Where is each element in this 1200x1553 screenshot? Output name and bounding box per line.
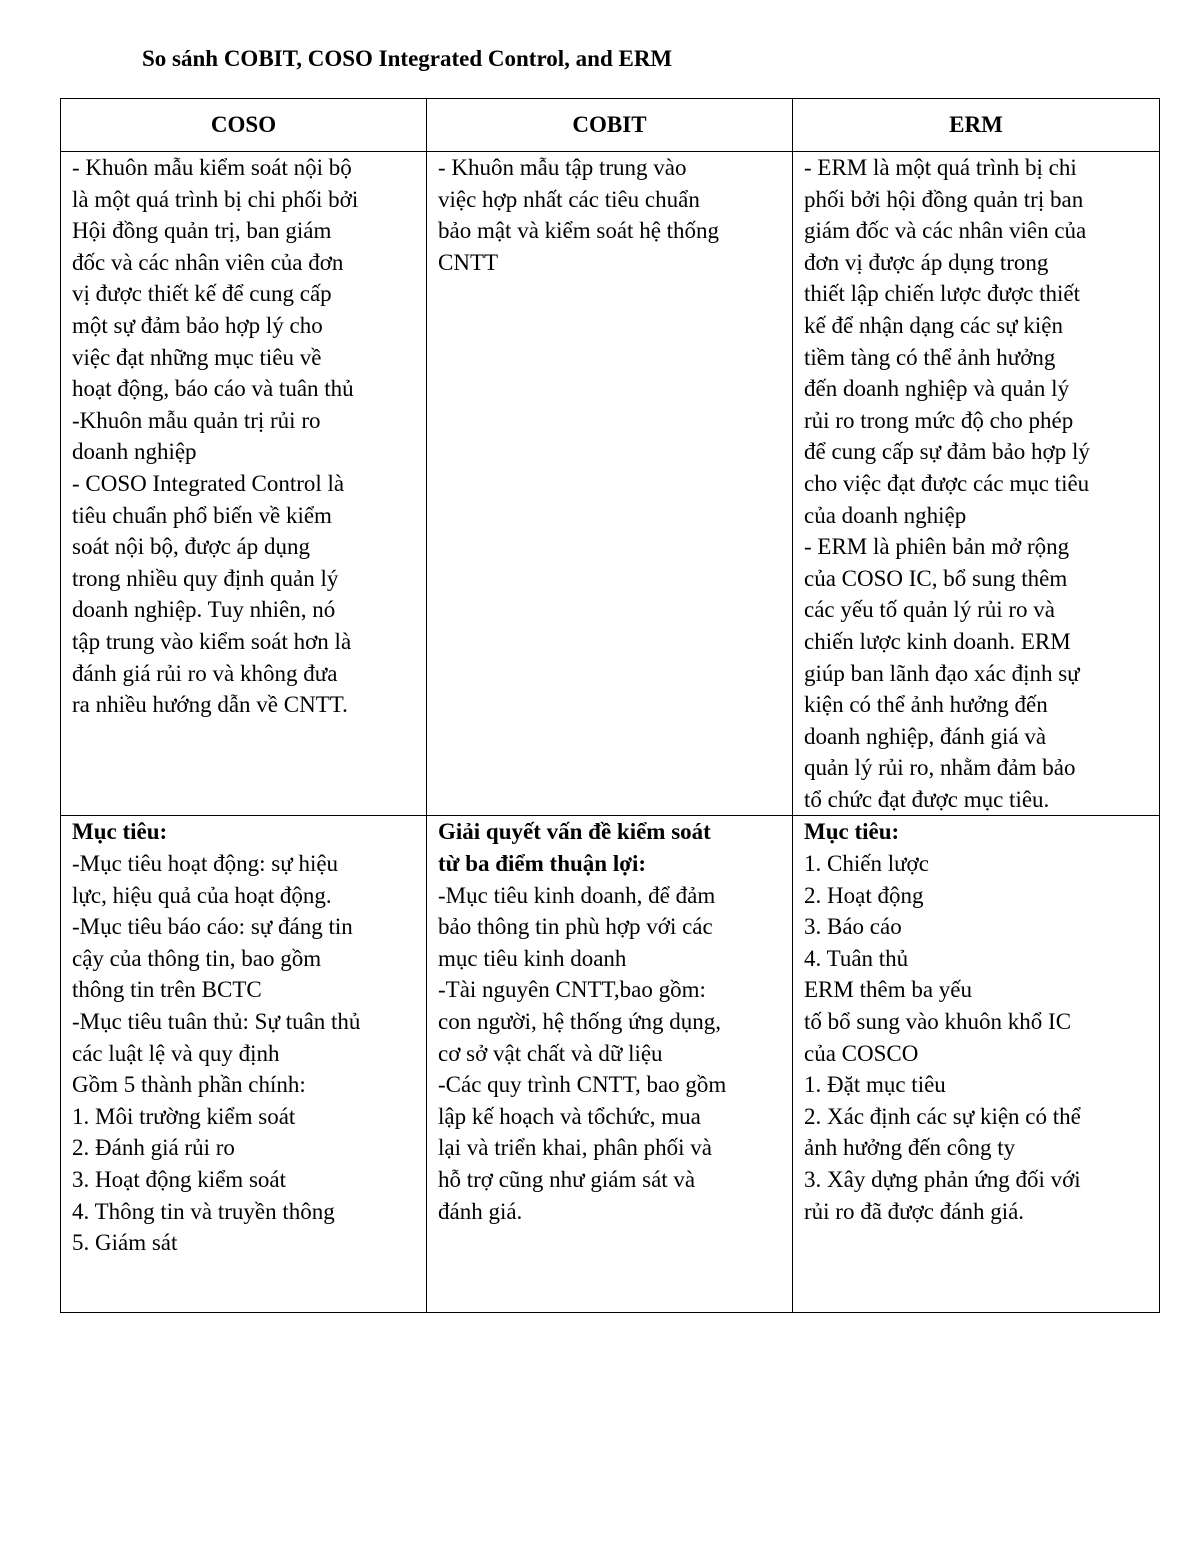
cell-line: việc hợp nhất các tiêu chuẩn <box>438 186 700 212</box>
cell-line: Mục tiêu: <box>804 819 900 845</box>
cell-line: mục tiêu kinh doanh <box>438 945 627 971</box>
cell-line: 1. Đặt mục tiêu <box>804 1072 946 1098</box>
cell-line: giúp ban lãnh đạo xác định sự <box>804 660 1080 686</box>
cell-line: Mục tiêu: <box>72 819 168 845</box>
cell-line: -Khuôn mẫu quản trị rủi ro <box>72 407 321 433</box>
cell-line: 3. Xây dựng phản ứng đối với <box>804 1167 1081 1192</box>
cell-line: doanh nghiệp <box>72 439 197 465</box>
cell-line: lực, hiệu quả của hoạt động. <box>72 882 332 908</box>
cell-line: 1. Môi trường kiểm soát <box>72 1103 296 1129</box>
cell-line: cho việc đạt được các mục tiêu <box>804 470 1090 496</box>
header-erm: ERM <box>793 99 1160 152</box>
cell-line: 4. Thông tin và truyền thông <box>72 1198 335 1224</box>
cell-line: các yếu tố quản lý rủi ro và <box>804 597 1055 623</box>
cell-line: tổ chức đạt được mục tiêu. <box>804 786 1050 812</box>
cell-line: một sự đảm bảo hợp lý cho <box>72 312 323 338</box>
cell-line: của COSCO <box>804 1040 919 1066</box>
cell-line: vị được thiết kế để cung cấp <box>72 281 332 307</box>
cell-line: -Tài nguyên CNTT,bao gồm: <box>438 977 706 1003</box>
cell-line: CNTT <box>438 249 499 275</box>
header-coso: COSO <box>61 99 427 152</box>
cell-line: ảnh hưởng đến công ty <box>804 1135 1016 1161</box>
cell-line: để cung cấp sự đảm bảo hợp lý <box>804 439 1090 465</box>
cell-line: giám đốc và các nhân viên của <box>804 218 1087 244</box>
cell-line: các luật lệ và quy định <box>72 1040 280 1066</box>
document-title: So sánh COBIT, COSO Integrated Control, and ERM <box>142 46 673 71</box>
cell-line: - Khuôn mẫu tập trung vào <box>438 155 687 180</box>
cell-line: ERM thêm ba yếu <box>804 977 972 1003</box>
cell-line: -Mục tiêu hoạt động: sự hiệu <box>72 851 339 877</box>
cell-line: Giải quyết vấn đề kiểm soát <box>438 819 711 845</box>
cell-line: 5. Giám sát <box>72 1230 178 1256</box>
cell-line: soát nội bộ, được áp dụng <box>72 534 310 560</box>
cell-line: tố bổ sung vào khuôn khổ IC <box>804 1009 1072 1035</box>
cell-line: lập kế hoạch và tổchức, mua <box>438 1103 701 1129</box>
cell-line: -Các quy trình CNTT, bao gồm <box>438 1072 727 1098</box>
header-row <box>61 99 1160 152</box>
cell-line: thông tin trên BCTC <box>72 977 262 1003</box>
cell-line: 1. Chiến lược <box>804 851 929 877</box>
erm-objectives-cell <box>793 816 1160 1313</box>
cell-line: hỗ trợ cũng như giám sát và <box>438 1167 696 1192</box>
cell-line: cậy của thông tin, bao gồm <box>72 945 322 971</box>
cell-line: của doanh nghiệp <box>804 502 967 528</box>
cell-line: con người, hệ thống ứng dụng, <box>438 1009 722 1035</box>
cell-line: 2. Xác định các sự kiện có thể <box>804 1103 1081 1129</box>
coso-definition-cell <box>61 152 427 816</box>
cell-line: tập trung vào kiểm soát hơn là <box>72 628 352 654</box>
cell-line: bảo thông tin phù hợp với các <box>438 914 713 940</box>
cell-line: kiện có thể ảnh hưởng đến <box>804 692 1048 718</box>
cell-line: của COSO IC, bổ sung thêm <box>804 565 1068 591</box>
cobit-objectives-cell <box>427 816 793 1313</box>
cell-line: Hội đồng quản trị, ban giám <box>72 218 332 244</box>
cell-line: trong nhiều quy định quản lý <box>72 565 339 591</box>
cell-line: - ERM là một quá trình bị chi <box>804 155 1077 180</box>
definition-row <box>61 152 1160 816</box>
cell-line: phối bởi hội đồng quản trị ban <box>804 186 1084 212</box>
comparison-table <box>60 98 1160 1313</box>
cell-line: đánh giá rủi ro và không đưa <box>72 660 338 686</box>
cell-line: -Mục tiêu kinh doanh, để đảm <box>438 882 716 908</box>
cell-line: đơn vị được áp dụng trong <box>804 249 1049 275</box>
cell-line: là một quá trình bị chi phối bởi <box>72 186 359 212</box>
cell-line: việc đạt những mục tiêu về <box>72 344 322 370</box>
cell-line: tiêu chuẩn phổ biến về kiểm <box>72 502 332 528</box>
cell-line: -Mục tiêu báo cáo: sự đáng tin <box>72 914 353 940</box>
cell-line: - ERM là phiên bản mở rộng <box>804 534 1070 560</box>
cobit-definition-cell <box>427 152 793 816</box>
cell-line: 3. Hoạt động kiểm soát <box>72 1167 286 1192</box>
cell-line: từ ba điểm thuận lợi: <box>438 851 647 877</box>
cell-line: lại và triển khai, phân phối và <box>438 1135 713 1161</box>
cell-line: 4. Tuân thủ <box>804 945 909 971</box>
cell-line: - COSO Integrated Control là <box>72 470 345 496</box>
cell-line: đánh giá. <box>438 1198 523 1224</box>
cell-line: tiềm tàng có thể ảnh hưởng <box>804 344 1056 370</box>
cell-line: ra nhiều hướng dẫn về CNTT. <box>72 692 348 718</box>
cell-line: thiết lập chiến lược được thiết <box>804 281 1080 307</box>
cell-line: Gồm 5 thành phần chính: <box>72 1072 306 1098</box>
cell-line: -Mục tiêu tuân thủ: Sự tuân thủ <box>72 1009 361 1035</box>
cell-line: quản lý rủi ro, nhằm đảm bảo <box>804 755 1076 781</box>
cell-line: bảo mật và kiểm soát hệ thống <box>438 218 720 244</box>
cell-line: kế để nhận dạng các sự kiện <box>804 312 1063 338</box>
objectives-row <box>61 816 1160 1313</box>
cell-line: rủi ro trong mức độ cho phép <box>804 407 1074 433</box>
cell-line: cơ sở vật chất và dữ liệu <box>438 1040 663 1066</box>
cell-line: rủi ro đã được đánh giá. <box>804 1198 1025 1224</box>
cell-line: 3. Báo cáo <box>804 914 902 940</box>
cell-line: doanh nghiệp. Tuy nhiên, nó <box>72 597 336 623</box>
cell-line: doanh nghiệp, đánh giá và <box>804 723 1047 749</box>
cell-line: đến doanh nghiệp và quản lý <box>804 376 1070 402</box>
cell-line: chiến lược kinh doanh. ERM <box>804 628 1071 654</box>
cell-line: - Khuôn mẫu kiểm soát nội bộ <box>72 155 352 180</box>
cell-line: hoạt động, báo cáo và tuân thủ <box>72 376 354 402</box>
cell-line: 2. Hoạt động <box>804 882 924 908</box>
coso-objectives-cell <box>61 816 427 1313</box>
header-cobit: COBIT <box>427 99 793 152</box>
cell-line: 2. Đánh giá rủi ro <box>72 1135 235 1161</box>
cell-line: đốc và các nhân viên của đơn <box>72 249 344 275</box>
erm-definition-cell <box>793 152 1160 816</box>
